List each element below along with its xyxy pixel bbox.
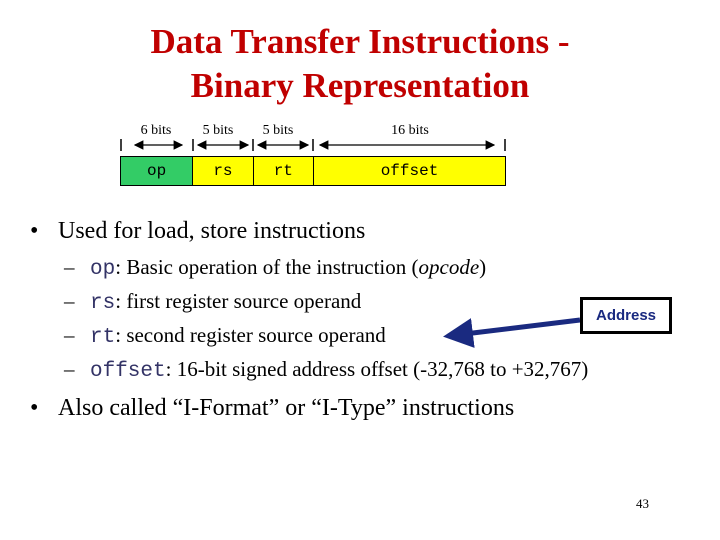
field-rs: rs — [192, 156, 252, 186]
term-sep: : — [115, 289, 127, 313]
title-line-1: Data Transfer Instructions - — [150, 22, 570, 61]
sub-text: 16-bit signed address offset (-32,768 to +32,767) — [176, 357, 589, 381]
bits-label-op: 6 bits — [140, 123, 172, 138]
slide-title — [0, 20, 720, 108]
field-offset: offset — [313, 156, 506, 186]
field-rt: rt — [253, 156, 313, 186]
field-op: op — [120, 156, 192, 186]
sub-marker: – — [64, 289, 75, 313]
address-callout: Address — [580, 297, 672, 334]
bullet-marker: • — [30, 395, 39, 421]
bullet-marker: • — [30, 218, 39, 244]
sub-item-rs — [64, 289, 361, 315]
sub-text: Basic operation of the instruction ( — [126, 255, 419, 279]
sub-marker: – — [64, 323, 75, 347]
bullet-item — [30, 395, 514, 422]
sub-text: first register source operand — [126, 289, 362, 313]
bits-label-rt: 5 bits — [262, 123, 294, 138]
bullet-item — [30, 218, 365, 245]
bullet-text: Used for load, store instructions — [58, 218, 366, 244]
term-op: op — [90, 258, 116, 281]
bullet-text: Also called “I-Format” or “I-Type” instructions — [58, 395, 515, 421]
sub-marker: – — [64, 357, 75, 381]
term-sep: : — [115, 255, 127, 279]
bits-label-offset: 16 bits — [391, 123, 429, 138]
term-rt: rt — [90, 326, 116, 349]
address-callout-arrow — [448, 320, 580, 336]
term-sep: : — [165, 357, 177, 381]
sub-item-op — [64, 255, 486, 281]
sub-item-rt — [64, 323, 386, 349]
sub-text: second register source operand — [126, 323, 386, 347]
bits-label-rs: 5 bits — [202, 123, 234, 138]
title-line-2: Binary Representation — [190, 66, 530, 105]
page-number: 43 — [636, 496, 649, 511]
instruction-format — [120, 156, 506, 186]
term-rs: rs — [90, 292, 116, 315]
term-offset: offset — [90, 360, 166, 383]
sub-item-offset — [64, 357, 588, 383]
sub-text-end: ) — [479, 255, 487, 279]
sub-text-italic: opcode — [418, 255, 480, 279]
sub-marker: – — [64, 255, 75, 279]
term-sep: : — [115, 323, 127, 347]
